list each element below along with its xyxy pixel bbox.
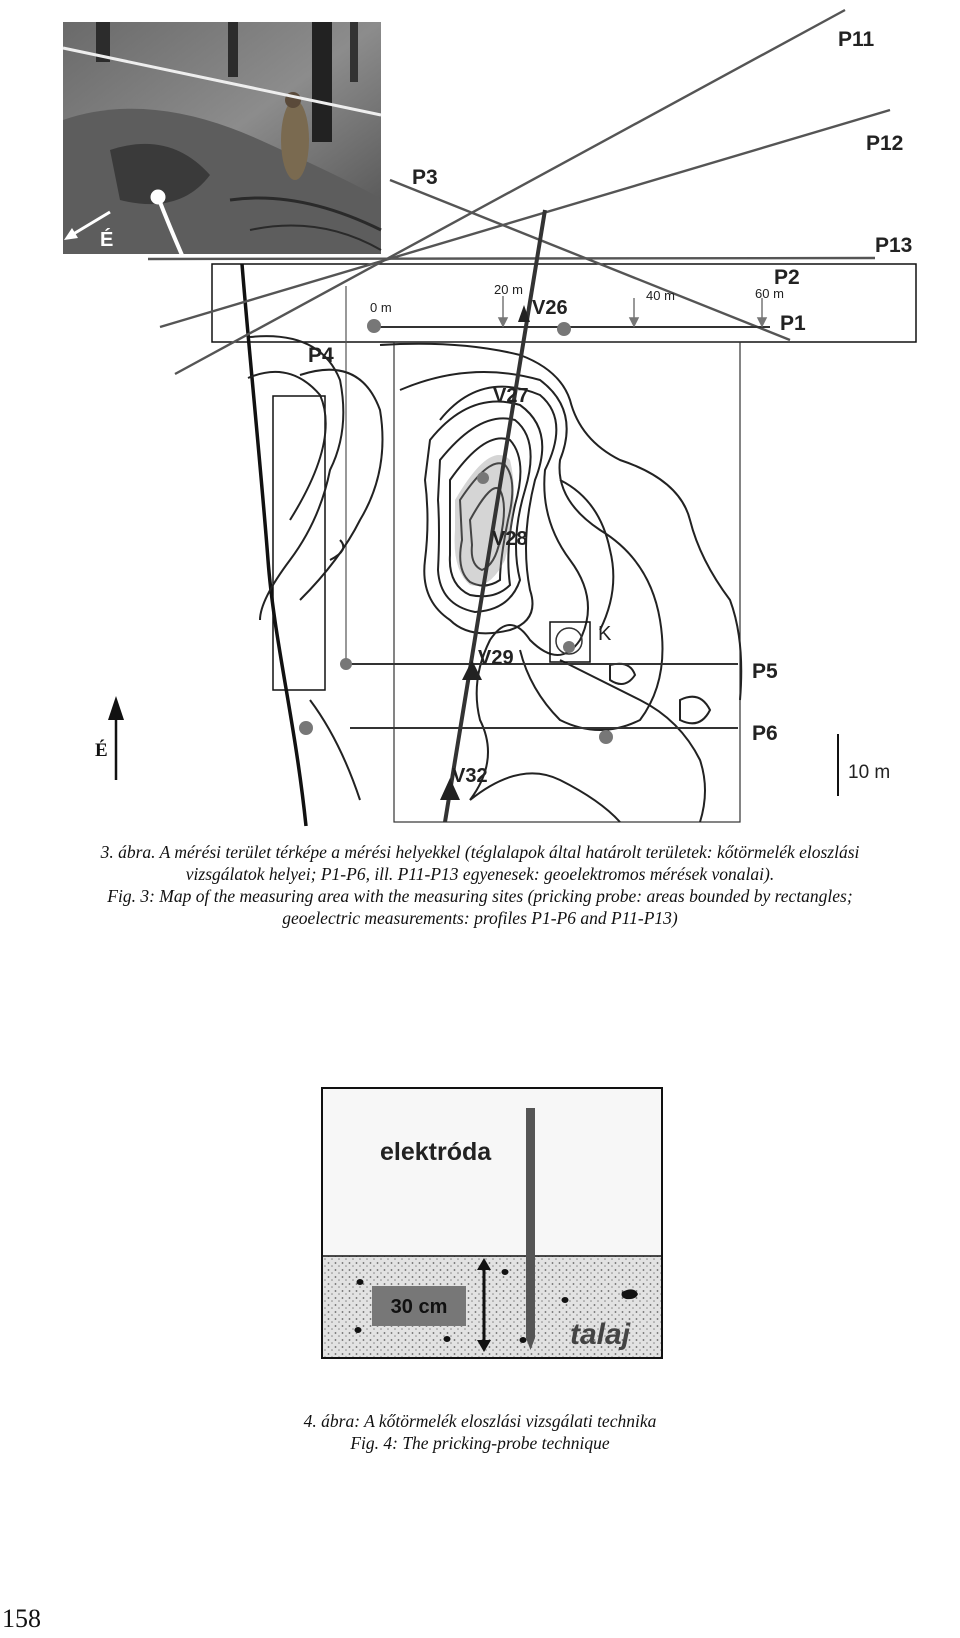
site-v32: V32 <box>452 765 488 787</box>
site-v27: V27 <box>493 385 529 407</box>
label-p1: P1 <box>780 312 806 335</box>
label-p12: P12 <box>866 132 904 155</box>
field-photo <box>63 22 381 254</box>
photo-north-label: É <box>100 229 114 251</box>
label-p4: P4 <box>308 344 334 367</box>
site-v28: V28 <box>492 528 528 550</box>
air-region <box>322 1088 662 1256</box>
label-p11: P11 <box>838 28 875 51</box>
page-number: 158 <box>2 1604 41 1633</box>
distance-0m: 0 m <box>370 300 392 315</box>
site-k: K <box>598 623 612 645</box>
label-p6: P6 <box>752 722 778 745</box>
caption-hu-line-1: 3. ábra. A mérési terület térképe a mérési helyekkel (téglalapok által határolt területek: kőtörmelék eloszlási <box>100 842 860 862</box>
caption-en-line-2: geoelectric measurements: profiles P1-P6 and P11-P13) <box>282 908 678 928</box>
figure-4-caption <box>20 1410 940 1454</box>
soil-label: talaj <box>570 1318 631 1351</box>
fig4-caption-en: Fig. 4: The pricking-probe technique <box>350 1433 610 1453</box>
electrode-label: elektróda <box>380 1138 492 1166</box>
label-p13: P13 <box>875 234 913 257</box>
caption-hu-line-2: vizsgálatok helyei; P1-P6, ill. P11-P13 egyenesek: geoelektromos mérések vonalai). <box>185 864 775 884</box>
contour-lines <box>248 336 741 822</box>
scale-label: 10 m <box>848 762 891 783</box>
site-v29: V29 <box>478 647 514 669</box>
figure-3-caption <box>20 841 940 929</box>
pricking-probe-rectangle <box>273 396 325 690</box>
north-arrow <box>108 696 124 780</box>
profile-line-p3 <box>390 180 790 340</box>
fig4-caption-hu: 4. ábra: A kőtörmelék eloszlási vizsgálati technika <box>303 1411 657 1431</box>
label-p2: P2 <box>774 266 800 289</box>
site-v26: V26 <box>532 297 568 319</box>
label-p3: P3 <box>412 166 438 189</box>
caption-en-line-1: Fig. 3: Map of the measuring area with the measuring sites (pricking probe: areas bounded by rectangles; <box>107 886 853 906</box>
electrode-rod <box>526 1108 535 1338</box>
north-label: É <box>95 740 108 761</box>
label-p5: P5 <box>752 660 778 683</box>
road-line <box>242 264 306 826</box>
distance-40m: 40 m <box>646 288 675 303</box>
distance-60m: 60 m <box>755 286 784 301</box>
distance-20m: 20 m <box>494 282 523 297</box>
profile-line-p13 <box>148 258 875 259</box>
figure-4-diagram <box>320 1086 666 1362</box>
depth-label: 30 cm <box>390 1296 448 1318</box>
